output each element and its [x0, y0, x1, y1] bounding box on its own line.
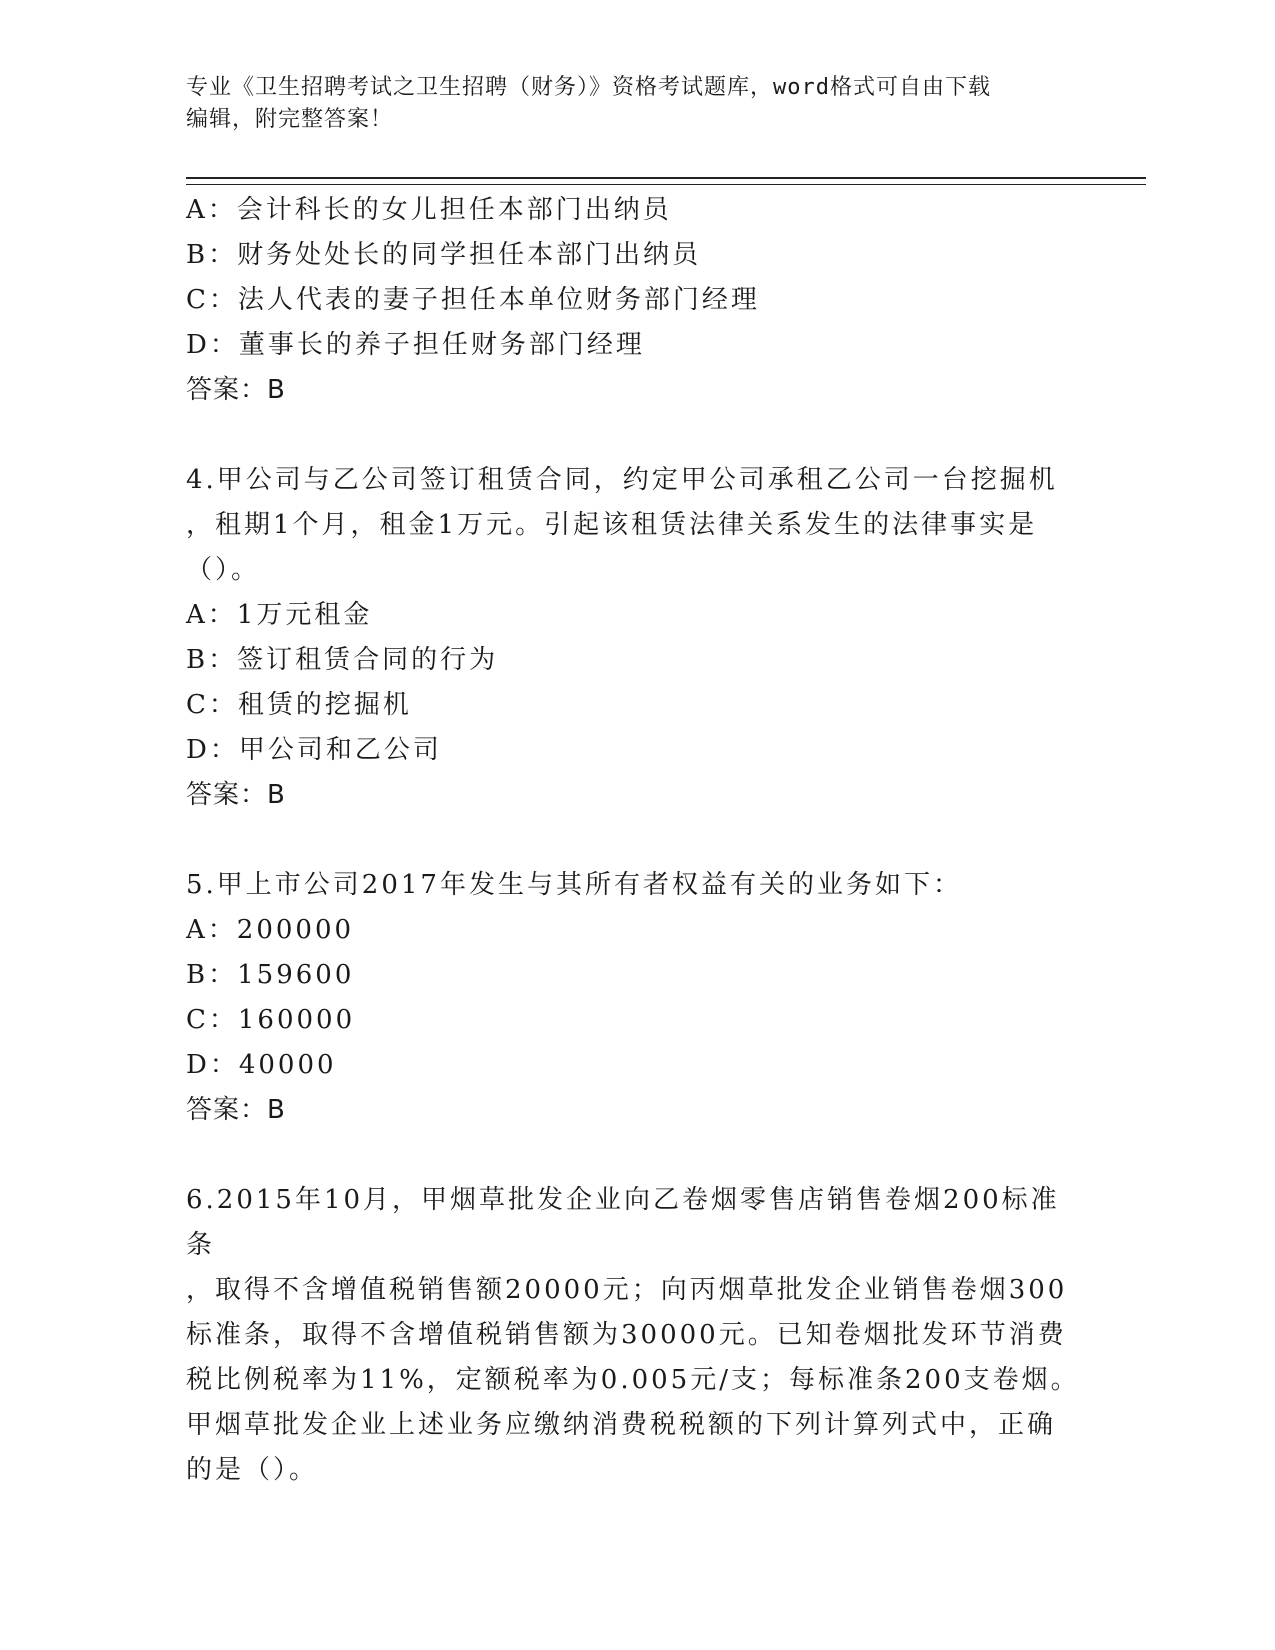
q4-stem-line-3: （）。 [186, 555, 261, 585]
q3-answer: 答案：B [186, 375, 286, 405]
q3-option-d: D：董事长的养子担任财务部门经理 [186, 330, 645, 360]
question-3-block [186, 188, 1086, 413]
question-content [186, 188, 1086, 1493]
header-divider-thin [186, 184, 1146, 185]
q5-option-d: D：40000 [186, 1050, 337, 1080]
q3-option-c: C：法人代表的妻子担任本单位财务部门经理 [186, 285, 760, 315]
spacer [186, 413, 1086, 458]
spacer [186, 818, 1086, 863]
q4-stem-line-2: ，租期1个月，租金1万元。引起该租赁法律关系发生的法律事实是 [186, 510, 1038, 540]
document-header [186, 72, 1086, 136]
question-6-block [186, 1178, 1086, 1493]
q4-option-a: A：1万元租金 [186, 600, 373, 630]
q4-option-b: B：签订租赁合同的行为 [186, 645, 499, 675]
header-line-1: 专业《卫生招聘考试之卫生招聘（财务）》资格考试题库，word格式可自由下载 [186, 75, 991, 100]
q5-option-c: C：160000 [186, 1005, 356, 1035]
q4-stem-line-1: 4.甲公司与乙公司签订租赁合同，约定甲公司承租乙公司一台挖掘机 [186, 465, 1058, 495]
q5-answer: 答案：B [186, 1095, 286, 1125]
q6-stem-line-5: 甲烟草批发企业上述业务应缴纳消费税税额的下列计算列式中，正确 [186, 1410, 1057, 1440]
header-line-2: 编辑，附完整答案！ [186, 107, 394, 132]
q5-stem-line-1: 5.甲上市公司2017年发生与其所有者权益有关的业务如下： [186, 870, 962, 900]
question-4-block [186, 458, 1086, 818]
q6-stem-line-3: 标准条，取得不含增值税销售额为30000元。已知卷烟批发环节消费 [186, 1320, 1067, 1350]
q4-answer: 答案：B [186, 780, 286, 810]
spacer [186, 1133, 1086, 1178]
q6-stem-line-4: 税比例税率为11%，定额税率为0.005元/支；每标准条200支卷烟。 [186, 1365, 1080, 1395]
q5-option-b: B：159600 [186, 960, 355, 990]
q3-option-a: A：会计科长的女儿担任本部门出纳员 [186, 195, 672, 225]
header-divider-thick [186, 177, 1146, 179]
q4-option-c: C：租赁的挖掘机 [186, 690, 412, 720]
q6-stem-line-6: 的是（）。 [186, 1455, 319, 1485]
q5-option-a: A：200000 [186, 915, 355, 945]
q6-stem-line-2: ，取得不含增值税销售额20000元；向丙烟草批发企业销售卷烟300 [186, 1275, 1068, 1305]
question-5-block [186, 863, 1086, 1133]
q4-option-d: D：甲公司和乙公司 [186, 735, 442, 765]
q6-stem-line-1: 6.2015年10月，甲烟草批发企业向乙卷烟零售店销售卷烟200标准条 [186, 1185, 1060, 1260]
q3-option-b: B：财务处处长的同学担任本部门出纳员 [186, 240, 702, 270]
